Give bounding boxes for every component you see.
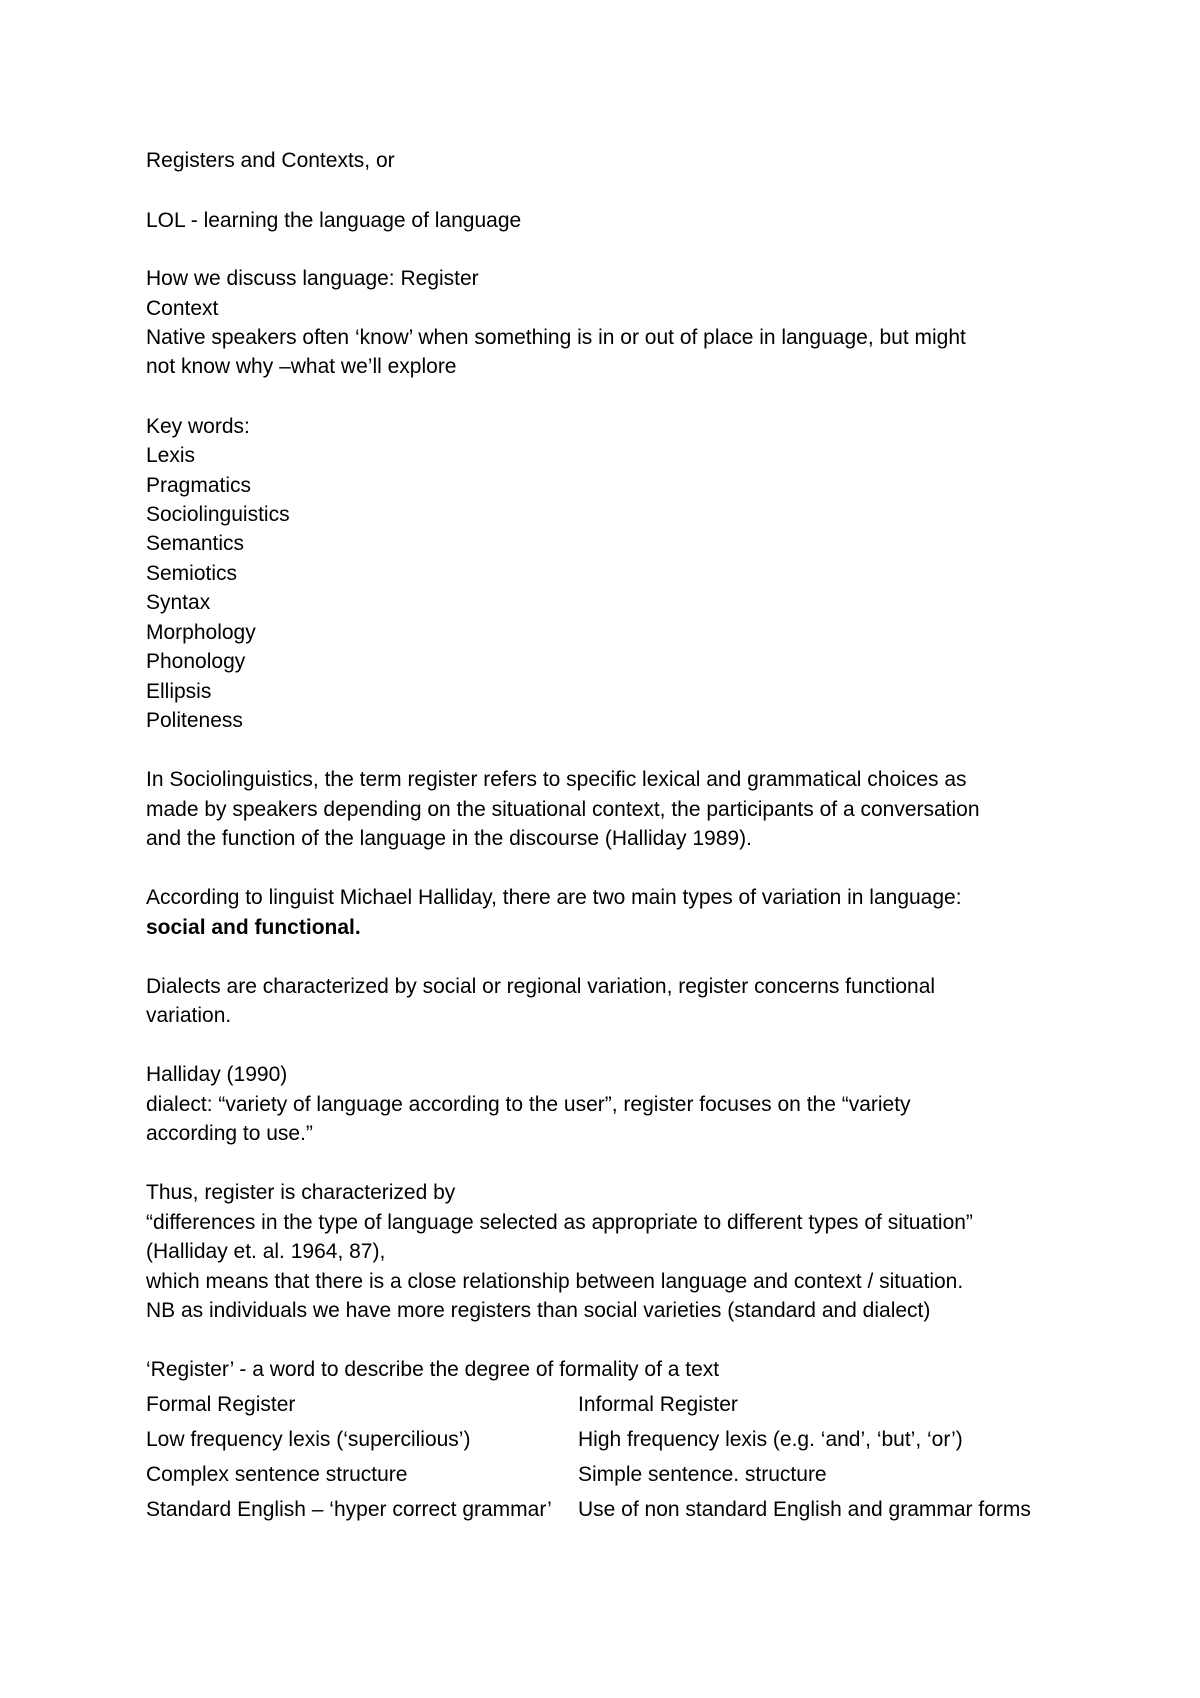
key-word-item: Pragmatics: [146, 474, 252, 497]
register-paragraph-line: In Sociolinguistics, the term register refers to specific lexical and grammatical choices as: [146, 768, 967, 791]
register-paragraph-line: made by speakers depending on the situational context, the participants of a conversation: [146, 798, 980, 821]
intro-line: not know why –what we’ll explore: [146, 355, 457, 378]
key-word-item: Politeness: [146, 709, 243, 732]
register-table-caption: ‘Register’ - a word to describe the degree of formality of a text: [146, 1358, 720, 1381]
table-cell-formal: Low frequency lexis (‘supercilious’): [146, 1428, 471, 1451]
table-header-formal: Formal Register: [146, 1393, 296, 1416]
table-cell-formal: Complex sentence structure: [146, 1463, 408, 1486]
key-words-heading: Key words:: [146, 415, 250, 438]
key-word-item: Syntax: [146, 591, 211, 614]
key-word-item: Phonology: [146, 650, 246, 673]
variation-paragraph-line: According to linguist Michael Halliday, there are two main types of variation in language:: [146, 886, 962, 909]
document-subtitle: LOL - learning the language of language: [146, 209, 522, 232]
halliday-1990-line: according to use.”: [146, 1122, 313, 1145]
key-word-item: Semiotics: [146, 562, 238, 585]
thus-paragraph-line: “differences in the type of language selected as appropriate to different types of situation”: [146, 1211, 973, 1234]
dialects-paragraph-line: variation.: [146, 1004, 232, 1027]
key-word-item: Ellipsis: [146, 680, 212, 703]
key-word-item: Semantics: [146, 532, 245, 555]
table-cell-informal: High frequency lexis (e.g. ‘and’, ‘but’, ‘or’): [578, 1428, 963, 1451]
thus-paragraph-line: which means that there is a close relationship between language and context / situation.: [146, 1270, 964, 1293]
intro-line: How we discuss language: Register: [146, 267, 479, 290]
table-cell-informal: Use of non standard English and grammar forms: [578, 1498, 1031, 1521]
table-cell-formal: Standard English – ‘hyper correct grammar’: [146, 1498, 552, 1521]
halliday-1990-line: dialect: “variety of language according to the user”, register focuses on the “variety: [146, 1093, 911, 1116]
halliday-1990-line: Halliday (1990): [146, 1063, 288, 1086]
key-word-item: Morphology: [146, 621, 256, 644]
document-title: Registers and Contexts, or: [146, 149, 395, 172]
table-cell-informal: Simple sentence. structure: [578, 1463, 827, 1486]
thus-paragraph-line: NB as individuals we have more registers than social varieties (standard and dialect): [146, 1299, 931, 1322]
thus-paragraph-line: (Halliday et. al. 1964, 87),: [146, 1240, 386, 1263]
register-paragraph-line: and the function of the language in the discourse (Halliday 1989).: [146, 827, 752, 850]
key-word-item: Sociolinguistics: [146, 503, 290, 526]
key-word-item: Lexis: [146, 444, 196, 467]
thus-paragraph-line: Thus, register is characterized by: [146, 1181, 456, 1204]
table-header-informal: Informal Register: [578, 1393, 738, 1416]
dialects-paragraph-line: Dialects are characterized by social or regional variation, register concerns functional: [146, 975, 936, 998]
intro-line: Native speakers often ‘know’ when something is in or out of place in language, but might: [146, 326, 966, 349]
intro-line: Context: [146, 297, 219, 320]
variation-bold-line: social and functional.: [146, 916, 361, 939]
